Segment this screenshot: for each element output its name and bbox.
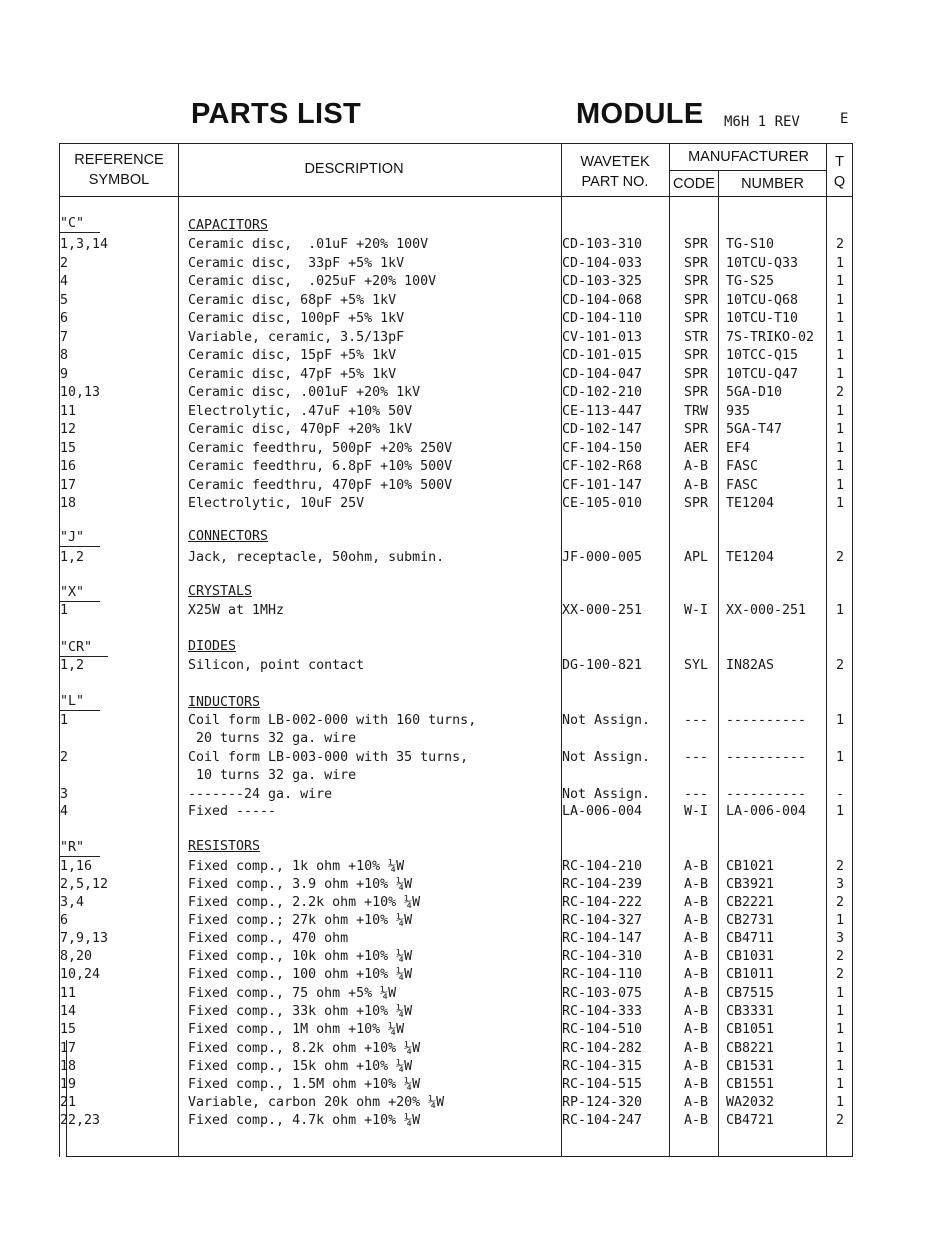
mfr-code-cell: SPR [683,274,709,289]
description-cell: Fixed comp.; 27k ohm +10% ¼W [188,913,413,928]
reference-cell: 1,2 [60,658,85,673]
table-row [0,495,950,513]
description-cell: Fixed comp., 100 ohm +10% ¼W [188,967,413,982]
part-number-cell: CD-103-325 [562,274,643,289]
mfr-number-cell: CB4721 [726,1113,775,1128]
quantity-cell: 1 [835,366,844,382]
part-number-cell: RC-104-239 [562,877,643,892]
mfr-number-cell: 10TCU-Q33 [726,255,799,271]
description-cell: Ceramic feedthru, 470pF +10% 500V [188,477,453,493]
mfr-number-cell: 5GA-T47 [726,422,783,437]
mfr-code-cell: A-B [683,1077,709,1092]
mfr-number-cell: CB2731 [726,913,775,928]
mfr-code-cell: A-B [683,913,709,928]
quantity-cell: 2 [835,658,844,673]
mfr-code-cell: --- [683,713,709,728]
mfr-number-cell: TE1204 [726,496,775,511]
section-title: CRYSTALS [188,584,253,599]
quantity-cell: 1 [835,477,844,493]
mfr-number-cell: IN82AS [726,658,775,673]
mfr-number-cell: 10TCU-Q47 [726,366,799,382]
mfr-number-cell: TE1204 [726,550,775,565]
table-row [0,273,950,291]
section-title: CAPACITORS [188,218,269,233]
mfr-number-cell: TG-S10 [726,237,775,252]
reference-cell: 18 [60,1059,77,1074]
reference-cell: 10,24 [60,967,101,982]
table-row [0,310,950,328]
mfr-number-cell: 935 [726,403,751,419]
mfr-code-cell: A-B [683,967,709,982]
description-cell: Electrolytic, .47uF +10% 50V [188,403,413,419]
quantity-cell: - [835,787,844,802]
module-id: M6H 1 REV [724,114,800,130]
part-number-cell: CD-104-047 [562,366,643,382]
mfr-number-cell: CB3331 [726,1004,775,1019]
mfr-number-cell: CB1531 [726,1059,775,1074]
quantity-cell: 1 [835,804,844,819]
description-cell: Fixed comp., 10k ohm +10% ¼W [188,949,413,964]
part-number-cell: DG-100-821 [562,658,643,673]
reference-cell: 4 [60,804,69,819]
reference-cell: 18 [60,496,77,511]
section-reference: "CR" [60,640,108,657]
part-number-cell: CE-113-447 [562,403,643,419]
reference-cell: 1 [60,713,69,728]
quantity-cell: 1 [835,1022,844,1037]
part-number-cell: Not Assign. [562,787,651,802]
reference-cell: 3,4 [60,895,85,910]
quantity-cell: 1 [835,1095,844,1110]
description-cell: Variable, ceramic, 3.5/13pF [188,329,405,345]
table-row [0,236,950,254]
table-row [0,384,950,402]
reference-cell: 14 [60,1004,77,1019]
quantity-cell: 3 [835,931,844,946]
quantity-cell: 1 [835,1059,844,1074]
table-row [0,1003,950,1021]
reference-cell: 19 [60,1077,77,1092]
description-cell: 10 turns 32 ga. wire [188,768,357,783]
code-heading: CODE [673,176,715,192]
mfr-number-cell: ---------- [726,713,807,728]
table-row [0,767,950,785]
section-reference: "C" [60,216,100,233]
mfr-code-cell: SYL [683,658,709,673]
reference-cell: 7 [60,329,69,345]
part-number-cell: RC-104-327 [562,913,643,928]
part-number-cell: Not Assign. [562,713,651,728]
mfr-code-cell: A-B [683,877,709,892]
part-number-cell: RC-104-110 [562,967,643,982]
mfr-code-cell: A-B [683,949,709,964]
part-number-cell: CF-102-R68 [562,459,643,474]
table-row [0,421,950,439]
table-row [0,966,950,984]
mfr-number-cell: ---------- [726,750,807,765]
table-row [0,985,950,1003]
revision-letter: E [840,111,849,127]
description-cell: Ceramic disc, 470pF +20% 1kV [188,422,413,437]
quantity-cell: 1 [835,274,844,289]
reference-cell: 15 [60,440,77,456]
mfr-number-cell: 5GA-D10 [726,385,783,400]
table-row [0,712,950,730]
mfr-number-cell: CB2221 [726,895,775,910]
mfr-code-cell: SPR [683,311,709,326]
description-cell: Coil form LB-003-000 with 35 turns, [188,750,469,765]
mfr-number-cell: XX-000-251 [726,603,807,618]
description-cell: Jack, receptacle, 50ohm, submin. [188,550,445,565]
description-cell: Ceramic feedthru, 500pF +20% 250V [188,440,453,456]
mfr-code-cell: STR [683,329,709,345]
description-cell: Fixed comp., 33k ohm +10% ¼W [188,1004,413,1019]
reference-cell: 12 [60,422,77,437]
description-cell: Fixed comp., 15k ohm +10% ¼W [188,1059,413,1074]
mfr-code-cell: A-B [683,859,709,874]
reference-cell: 11 [60,986,77,1001]
quantity-cell: 2 [835,949,844,964]
part-number-cell: CD-103-310 [562,237,643,252]
mfr-code-cell: SPR [683,366,709,382]
description-cell: Fixed comp., 1.5M ohm +10% ¼W [188,1077,421,1092]
description-cell: Fixed comp., 3.9 ohm +10% ¼W [188,877,413,892]
mfr-number-cell: FASC [726,477,759,493]
section-reference: "R" [60,840,100,857]
reference-cell: 6 [60,913,69,928]
mfr-code-cell: A-B [683,931,709,946]
mfr-code-cell: A-B [683,1022,709,1037]
quantity-cell: 1 [835,292,844,308]
reference-cell: 22,23 [60,1113,101,1128]
description-cell: Fixed comp., 8.2k ohm +10% ¼W [188,1041,421,1056]
mfr-number-cell: ---------- [726,787,807,802]
quantity-cell: 2 [835,967,844,982]
table-row [0,876,950,894]
description-cell: Ceramic feedthru, 6.8pF +10% 500V [188,459,453,474]
reference-cell: 7,9,13 [60,931,109,946]
quantity-cell: 2 [835,550,844,565]
description-cell: Ceramic disc, 100pF +5% 1kV [188,311,405,326]
quantity-cell: 1 [835,1077,844,1092]
description-cell: Ceramic disc, .001uF +20% 1kV [188,385,421,400]
quantity-cell: 1 [835,713,844,728]
reference-cell: 10,13 [60,385,101,400]
mfr-code-cell: SPR [683,422,709,437]
part-number-cell: CE-105-010 [562,496,643,511]
reference-cell: 1,16 [60,859,93,874]
mfr-code-cell: A-B [683,895,709,910]
quantity-cell: 1 [835,750,844,765]
mfr-code-cell: A-B [683,1004,709,1019]
reference-cell: 2 [60,255,69,271]
mfr-code-cell: SPR [683,385,709,400]
mfr-code-cell: --- [683,787,709,802]
quantity-cell: 1 [835,329,844,345]
reference-cell: 2,5,12 [60,877,109,892]
mfr-number-cell: WA2032 [726,1095,775,1110]
table-row [0,1021,950,1039]
table-row [0,458,950,476]
table-row [0,366,950,384]
part-number-cell: CD-102-210 [562,385,643,400]
quantity-cell: 1 [835,986,844,1001]
mfr-number-cell: CB8221 [726,1041,775,1056]
quantity-cell: 1 [835,1004,844,1019]
part-number-cell: RC-104-247 [562,1113,643,1128]
part-number-cell: RC-104-147 [562,931,643,946]
section-reference: "X" [60,585,100,602]
table-row [0,549,950,567]
mfr-number-cell: CB1011 [726,967,775,982]
quantity-cell: 1 [835,603,844,618]
mfr-code-cell: A-B [683,1095,709,1110]
table-row [0,329,950,347]
table-row [0,930,950,948]
table-row [0,403,950,421]
table-row [0,255,950,273]
description-cell: Silicon, point contact [188,658,365,673]
mfr-code-cell: A-B [683,1041,709,1056]
mfr-code-cell: A-B [683,459,709,474]
quantity-cell: 1 [835,422,844,437]
reference-cell: 9 [60,366,69,382]
quantity-cell: 1 [835,348,844,363]
table-row [0,1076,950,1094]
description-cell: Variable, carbon 20k ohm +20% ¼W [188,1095,445,1110]
mfr-code-cell: SPR [683,237,709,252]
mfr-code-cell: A-B [683,1113,709,1128]
description-cell: Ceramic disc, 33pF +5% 1kV [188,255,405,271]
quantity-cell: 1 [835,913,844,928]
description-cell: 20 turns 32 ga. wire [188,731,357,746]
table-row [0,347,950,365]
description-cell: Fixed comp., 1M ohm +10% ¼W [188,1022,405,1037]
quantity-cell: 2 [835,237,844,252]
part-number-cell: RC-104-310 [562,949,643,964]
quantity-heading: T Q [833,154,846,190]
part-number-cell: Not Assign. [562,750,651,765]
mfr-number-cell: 10TCU-Q68 [726,292,799,308]
page-title: PARTS LIST [191,98,362,130]
reference-cell: 1 [60,603,69,618]
quantity-cell: 1 [835,255,844,271]
table-row [0,1058,950,1076]
mfr-code-cell: APL [683,550,709,565]
table-row [0,858,950,876]
table-row [0,602,950,620]
section-title: CONNECTORS [188,529,269,544]
reference-cell: 8 [60,348,69,363]
quantity-cell: 2 [835,895,844,910]
part-number-cell: CF-101-147 [562,477,643,493]
quantity-cell: 3 [835,877,844,892]
mfr-code-cell: W-I [683,603,709,618]
description-cell: Fixed comp., 4.7k ohm +10% ¼W [188,1113,421,1128]
table-row [0,657,950,675]
description-cell: -------24 ga. wire [188,787,333,802]
mfr-code-cell: SPR [683,348,709,363]
mfr-code-cell: AER [683,440,709,456]
mfr-number-cell: TG-S25 [726,274,775,289]
mfr-number-cell: 10TCU-T10 [726,311,799,326]
part-number-cell: RC-104-515 [562,1077,643,1092]
mfr-number-heading: NUMBER [741,176,804,192]
manufacturer-heading: MANUFACTURER [688,149,809,165]
part-number-cell: CD-102-147 [562,422,643,437]
description-cell: Coil form LB-002-000 with 160 turns, [188,713,477,728]
description-cell: Ceramic disc, .01uF +20% 100V [188,237,429,252]
table-row [0,1094,950,1112]
module-title: MODULE [576,98,704,130]
reference-cell: 17 [60,1041,77,1056]
table-row [0,912,950,930]
description-cell: Fixed comp., 1k ohm +10% ¼W [188,859,405,874]
table-row [0,1040,950,1058]
mfr-number-cell: CB1031 [726,949,775,964]
mfr-number-cell: 10TCC-Q15 [726,348,799,363]
mfr-code-cell: SPR [683,292,709,308]
part-number-cell: RC-104-210 [562,859,643,874]
reference-cell: 3 [60,787,69,802]
section-reference: "L" [60,694,100,711]
mfr-code-cell: --- [683,750,709,765]
part-number-cell: JF-000-005 [562,550,643,565]
quantity-cell: 1 [835,496,844,511]
reference-cell: 6 [60,311,69,326]
mfr-number-cell: CB3921 [726,877,775,892]
quantity-cell: 1 [835,440,844,456]
reference-cell: 15 [60,1022,77,1037]
reference-cell: 1,2 [60,550,85,565]
mfr-code-cell: A-B [683,477,709,493]
part-number-cell: CD-104-068 [562,292,643,308]
part-number-cell: XX-000-251 [562,603,643,618]
part-number-cell: RC-103-075 [562,986,643,1001]
part-number-cell: RP-124-320 [562,1095,643,1110]
mfr-code-cell: A-B [683,986,709,1001]
section-title: INDUCTORS [188,695,261,710]
part-number-cell: RC-104-333 [562,1004,643,1019]
quantity-cell: 1 [835,1041,844,1056]
table-row [0,440,950,458]
description-cell: Ceramic disc, 15pF +5% 1kV [188,348,397,363]
reference-cell: 5 [60,292,69,308]
part-number-heading: WAVETEK PART NO. [580,154,650,190]
section-title: DIODES [188,639,237,654]
reference-cell: 21 [60,1095,77,1110]
part-number-cell: CD-104-033 [562,255,643,271]
mfr-number-cell: CB1551 [726,1077,775,1092]
section-reference: "J" [60,530,100,547]
mfr-code-cell: A-B [683,1059,709,1074]
mfr-number-cell: CB7515 [726,986,775,1001]
mfr-number-cell: CB1051 [726,1022,775,1037]
part-number-cell: RC-104-222 [562,895,643,910]
part-number-cell: LA-006-004 [562,804,643,819]
description-cell: Electrolytic, 10uF 25V [188,496,365,511]
mfr-number-cell: FASC [726,459,759,474]
part-number-cell: CF-104-150 [562,440,643,456]
quantity-cell: 2 [835,859,844,874]
reference-heading: REFERENCE SYMBOL [74,152,164,188]
mfr-number-cell: CB1021 [726,859,775,874]
description-cell: Fixed comp., 2.2k ohm +10% ¼W [188,895,421,910]
table-row [0,948,950,966]
quantity-cell: 1 [835,403,844,419]
part-number-cell: CD-101-015 [562,348,643,363]
table-row [0,894,950,912]
description-cell: Ceramic disc, 47pF +5% 1kV [188,366,397,382]
description-cell: Fixed comp., 75 ohm +5% ¼W [188,986,397,1001]
mfr-number-cell: EF4 [726,440,751,456]
reference-cell: 11 [60,403,77,419]
table-row [0,786,950,804]
table-row [0,1112,950,1130]
table-row [0,292,950,310]
part-number-cell: CD-104-110 [562,311,643,326]
quantity-cell: 1 [835,459,844,474]
description-heading: DESCRIPTION [304,161,404,177]
reference-cell: 8,20 [60,949,93,964]
quantity-cell: 1 [835,311,844,326]
mfr-code-cell: SPR [683,496,709,511]
table-row [0,730,950,748]
description-cell: Ceramic disc, 68pF +5% 1kV [188,292,397,308]
table-bottom-rule [66,1156,853,1157]
reference-cell: 1,3,14 [60,237,109,252]
description-cell: Ceramic disc, .025uF +20% 100V [188,274,437,289]
part-number-cell: CV-101-013 [562,329,643,345]
reference-cell: 16 [60,459,77,474]
part-number-cell: RC-104-282 [562,1041,643,1056]
mfr-number-cell: 7S-TRIKO-02 [726,329,815,345]
table-row [0,477,950,495]
mfr-code-cell: TRW [683,403,709,419]
reference-cell: 4 [60,274,69,289]
part-number-cell: RC-104-510 [562,1022,643,1037]
mfr-number-cell: CB4711 [726,931,775,946]
section-title: RESISTORS [188,839,261,854]
quantity-cell: 2 [835,1113,844,1128]
mfr-number-cell: LA-006-004 [726,804,807,819]
table-row [0,803,950,821]
reference-cell: 2 [60,750,69,765]
mfr-code-cell: W-I [683,804,709,819]
description-cell: Fixed ----- [188,804,277,819]
mfr-code-cell: SPR [683,255,709,271]
part-number-cell: RC-104-315 [562,1059,643,1074]
description-cell: X25W at 1MHz [188,603,285,618]
table-row [0,749,950,767]
reference-cell: 17 [60,477,77,493]
manufacturer-rule [669,170,826,171]
description-cell: Fixed comp., 470 ohm [188,931,349,946]
quantity-cell: 2 [835,385,844,400]
